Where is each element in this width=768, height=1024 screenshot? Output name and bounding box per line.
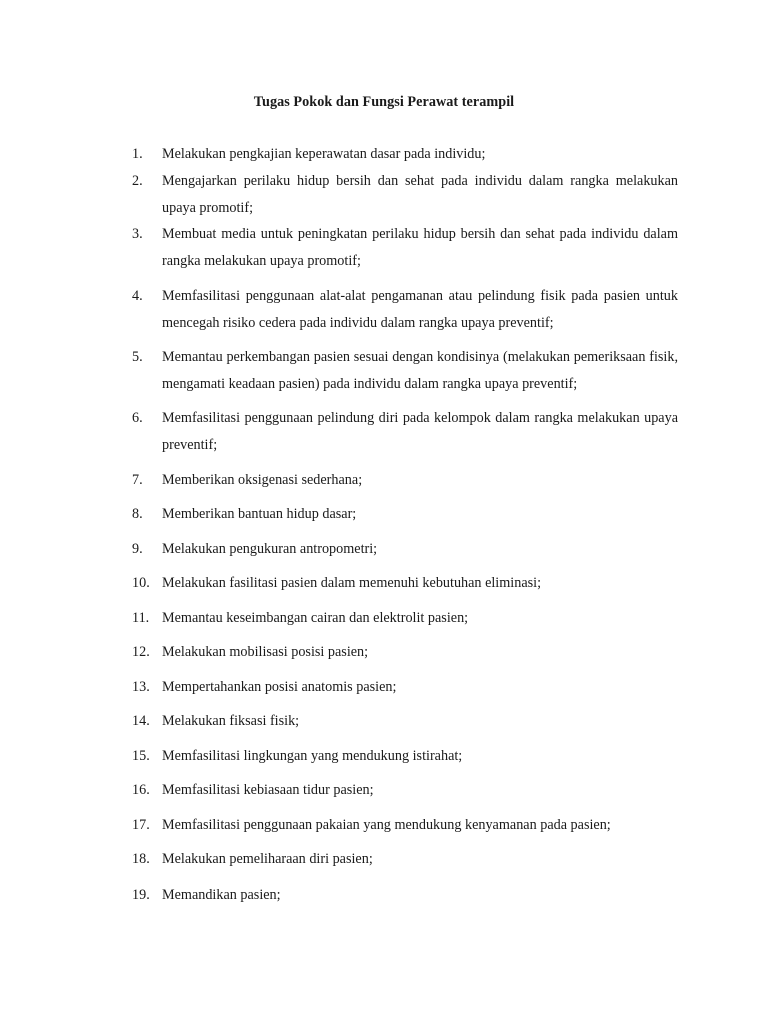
item-text: Memfasilitasi kebiasaan tidur pasien; xyxy=(162,782,374,798)
item-text: Melakukan fasilitasi pasien dalam memenuhi kebutuhan eliminasi; xyxy=(162,575,542,591)
item-text: Melakukan fiksasi fisik; xyxy=(162,713,300,729)
item-text: Melakukan pemeliharaan diri pasien; xyxy=(162,851,373,867)
item-text: Memberikan bantuan hidup dasar; xyxy=(162,506,357,522)
document-title: Tugas Pokok dan Fungsi Perawat terampil xyxy=(253,94,515,110)
item-number: 15. xyxy=(132,748,150,764)
item-text: Memandikan pasien; xyxy=(162,887,281,903)
item-number: 18. xyxy=(132,851,150,867)
item-number: 12. xyxy=(132,644,150,660)
item-text: Melakukan pengkajian keperawatan dasar pada individu; xyxy=(162,146,486,162)
item-number: 1. xyxy=(132,146,143,162)
item-number: 8. xyxy=(132,506,143,522)
item-text: Membuat media untuk peningkatan perilaku hidup bersih dan sehat pada individu dalam rangka melakukan upaya promotif; xyxy=(162,226,678,269)
item-text: Memberikan oksigenasi sederhana; xyxy=(162,472,363,488)
item-text: Memfasilitasi penggunaan pakaian yang mendukung kenyamanan pada pasien; xyxy=(162,817,611,833)
item-number: 6. xyxy=(132,410,143,426)
item-number: 17. xyxy=(132,817,150,833)
item-text: Memfasilitasi penggunaan pelindung diri pada kelompok dalam rangka melakukan upaya preventif; xyxy=(162,410,678,453)
item-text: Mempertahankan posisi anatomis pasien; xyxy=(162,679,397,695)
item-text: Memantau keseimbangan cairan dan elektrolit pasien; xyxy=(162,610,469,626)
item-number: 9. xyxy=(132,541,143,557)
item-text: Melakukan pengukuran antropometri; xyxy=(162,541,378,557)
item-number: 7. xyxy=(132,472,143,488)
item-number: 10. xyxy=(132,575,150,591)
item-text: Memfasilitasi lingkungan yang mendukung istirahat; xyxy=(162,748,463,764)
item-number: 13. xyxy=(132,679,150,695)
item-number: 16. xyxy=(132,782,150,798)
item-number: 5. xyxy=(132,349,143,365)
item-number: 2. xyxy=(132,173,143,189)
item-number: 4. xyxy=(132,288,143,304)
item-text: Melakukan mobilisasi posisi pasien; xyxy=(162,644,369,660)
item-number: 3. xyxy=(132,226,143,242)
item-text: Memfasilitasi penggunaan alat-alat pengamanan atau pelindung fisik pada pasien untuk mencegah risiko cedera pada individu dalam rangka upaya preventif; xyxy=(162,288,678,331)
item-number: 14. xyxy=(132,713,150,729)
item-text: Memantau perkembangan pasien sesuai dengan kondisinya (melakukan pemeriksaan fisik, mengamati keadaan pasien) pada individu dalam rangka upaya preventif; xyxy=(162,349,678,392)
item-text: Mengajarkan perilaku hidup bersih dan sehat pada individu dalam rangka melakukan upaya promotif; xyxy=(162,173,678,216)
item-number: 19. xyxy=(132,887,150,903)
item-number: 11. xyxy=(132,610,150,626)
